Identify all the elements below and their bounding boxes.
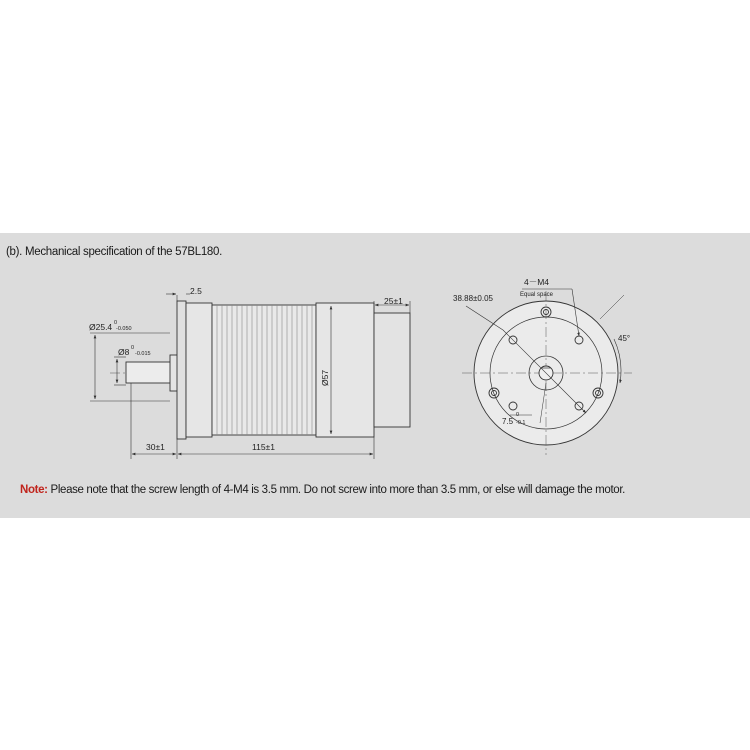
shaft xyxy=(126,362,177,383)
dim-pilot-dia-label: Ø25.4 xyxy=(89,322,113,332)
note-label: Note: xyxy=(20,484,48,496)
dim-shaft-dia-label: Ø8 xyxy=(118,347,130,357)
dim-flat-tol-upper: 0 xyxy=(516,412,520,418)
dim-pilot-tol-upper: 0 xyxy=(114,320,118,326)
diagram-panel xyxy=(0,233,750,518)
dim-angle-label: 45° xyxy=(618,334,631,343)
dim-flange-label: 2.5 xyxy=(190,286,202,296)
dim-flat-tol-lower: -0.1 xyxy=(516,420,526,426)
rear-cap xyxy=(374,313,410,427)
note-text xyxy=(20,484,625,496)
front-view xyxy=(462,289,632,455)
figure-caption: (b). Mechanical specification of the 57BL180. xyxy=(6,246,222,258)
flange xyxy=(177,301,186,439)
dim-pcd-label: 38.88±0.05 xyxy=(453,294,493,303)
dim-pilot-tol-lower: -0.050 xyxy=(116,326,132,332)
dim-body-len-label: 115±1 xyxy=(252,442,275,452)
front-body xyxy=(186,303,212,437)
dim-equal-label: Equal space xyxy=(520,292,554,298)
dim-shaft-tol-lower: -0.015 xyxy=(135,351,151,357)
dim-shaft-len-label: 30±1 xyxy=(146,442,165,452)
dim-holes-label: 4－M4 xyxy=(524,277,550,287)
finned-body xyxy=(212,305,316,435)
side-view xyxy=(90,294,410,459)
dim-rear-label: 25±1 xyxy=(384,296,403,306)
dim-flat-label: 7.5 xyxy=(502,417,514,426)
dim-shaft-tol-upper: 0 xyxy=(131,345,135,351)
note-body: Please note that the screw length of 4-M4 is 3.5 mm. Do not screw into more than 3.5 mm, or else will damage the motor. xyxy=(50,484,626,496)
drawing-canvas xyxy=(0,233,750,518)
dim-body-dia-label: Ø57 xyxy=(320,369,330,386)
